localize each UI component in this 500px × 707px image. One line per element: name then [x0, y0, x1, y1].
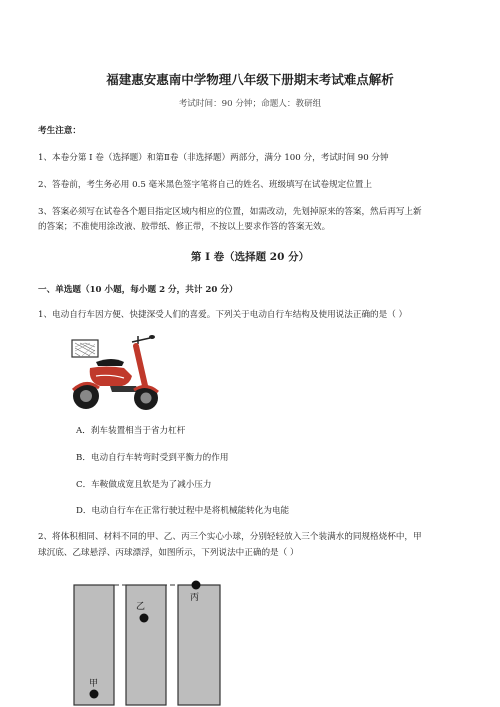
- question-1-option-c: C．车鞍做成宽且软是为了减小压力: [76, 480, 212, 490]
- section-heading: 一、单选题（10 小题，每小题 2 分，共计 20 分）: [38, 285, 238, 295]
- question-1-option-a: A．刹车装置相当于省力杠杆: [76, 426, 186, 436]
- three-beakers-figure: [72, 576, 222, 707]
- label-bing: 丙: [190, 593, 200, 603]
- notice-item-2: 2、答卷前，考生务必用 0.5 毫米黑色签字笔将自己的姓名、班级填写在试卷规定位置上: [38, 180, 372, 190]
- notice-item-1: 1、本卷分第 I 卷（选择题）和第Ⅱ卷（非选择题）两部分，满分 100 分，考试时间 90 分钟: [38, 153, 389, 163]
- question-1-option-d: D．电动自行车在正常行驶过程中是将机械能转化为电能: [76, 506, 290, 516]
- part1-title: 第 I 卷（选择题 20 分）: [190, 251, 310, 263]
- question-2-stem-line-1: 2、将体积相同、材料不同的甲、乙、丙三个实心小球，分别轻轻放入三个装满水的同规格烧杯中，甲: [38, 532, 422, 542]
- electric-scooter-image: [66, 332, 162, 414]
- question-1-option-b: B．电动自行车转弯时受到平衡力的作用: [76, 453, 229, 463]
- label-yi: 乙: [136, 602, 146, 612]
- label-jia: 甲: [89, 679, 99, 689]
- question-1-stem: 1、电动自行车因方便、快捷深受人们的喜爱。下列关于电动自行车结构及使用说法正确的是（ ）: [38, 310, 408, 320]
- notice-item-3-line-1: 3、答案必须写在试卷各个题目指定区域内相应的位置，如需改动，先划掉原来的答案，然后再写上新: [38, 207, 422, 217]
- question-2-stem-line-2: 球沉底、乙球悬浮、丙球漂浮，如图所示，下列说法中正确的是（ ）: [38, 548, 299, 558]
- notice-heading: 考生注意：: [38, 126, 81, 136]
- notice-item-3-line-2: 的答案；不准使用涂改液、胶带纸、修正带，不按以上要求作答的答案无效。: [38, 222, 331, 232]
- exam-info: 考试时间：90 分钟；命题人：教研组: [178, 99, 322, 109]
- page-title: 福建惠安惠南中学物理八年级下册期末考试难点解析: [106, 72, 394, 87]
